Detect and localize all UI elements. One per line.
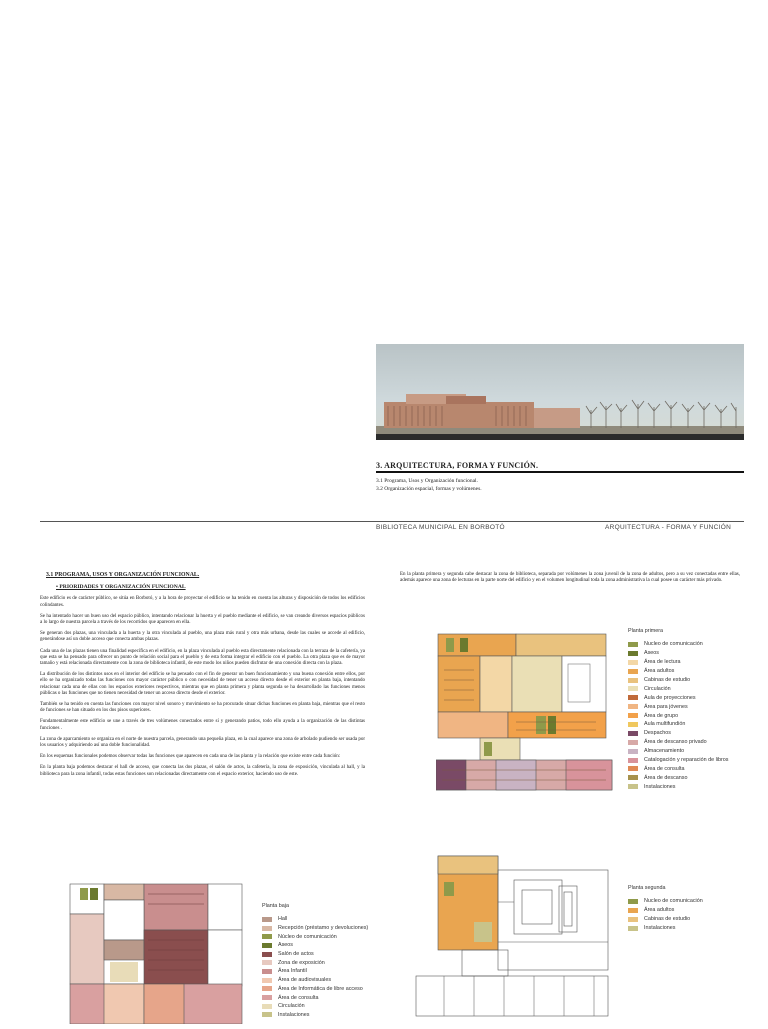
legend-swatch xyxy=(262,1012,272,1017)
paragraph: Se ha intentado hacer un buen uso del espacio público, intentando relacionar la huerta y el pueblo mediante el edificio, se van creando diversos espacios públicos a lo largo de nuestra parcela a través de los recorridos que aparecen en ella. xyxy=(40,613,365,626)
legend-planta-primera xyxy=(628,628,758,791)
legend-swatch xyxy=(262,969,272,974)
legend-label: Cabinas de estudio xyxy=(644,916,691,923)
legend-swatch xyxy=(628,731,638,736)
legend-item xyxy=(628,649,758,658)
subsection-heading: 3.1 PROGRAMA, USOS Y ORGANIZACIÓN FUNCIONAL. xyxy=(46,572,200,578)
legend-label: Área de descanso privado xyxy=(644,739,707,746)
legend-label: Cabinas de estudio xyxy=(644,677,691,683)
legend-item xyxy=(262,932,402,941)
legend-label: Catalogación y reparación de libros xyxy=(644,757,729,764)
toc-item: 3.2 Organización espacial, formas y volúmenes. xyxy=(376,486,482,492)
legend-item xyxy=(628,782,758,791)
legend-swatch xyxy=(628,695,638,700)
header-chapter-title: ARQUITECTURA - FORMA Y FUNCIÓN xyxy=(605,524,732,531)
legend-item xyxy=(628,640,758,649)
paragraph: Cada una de las plazas tienen una finalidad específica en el edificio, en la plaza vinculada al pueblo esta directamente relacionada con la terraza de la cafetería, ya que esta se ha pensado para ofrecer un punto de relación social para el pueblo y de esta forma integrar el edificio con el pueblo. La otra plaza que es de mayor tamaño y está relacionada directamente con la zona de biblioteca infantil, de este modo los niños pueden disfrutar de una conexión directa con la plaza. xyxy=(40,648,365,667)
legend-planta-segunda xyxy=(628,885,758,933)
legend-swatch xyxy=(628,917,638,922)
legend-swatch xyxy=(262,1004,272,1009)
legend-label: Aula multifundión xyxy=(644,721,686,728)
legend-label: Aseos xyxy=(644,650,659,657)
legend-item xyxy=(262,958,402,967)
legend-label: Área de descanso xyxy=(644,774,688,781)
legend-item xyxy=(628,738,758,747)
legend-item xyxy=(628,720,758,729)
legend-label: Circulación xyxy=(278,1003,305,1010)
legend-swatch xyxy=(262,926,272,931)
legend-swatch xyxy=(262,986,272,991)
legend-item xyxy=(262,1002,402,1011)
legend-label: Área adultos xyxy=(644,907,675,914)
legend-item xyxy=(628,773,758,782)
legend-swatch xyxy=(628,784,638,789)
legend-item xyxy=(628,711,758,720)
legend-item xyxy=(628,915,758,924)
right-text-paragraph: En la planta primera y segunda cabe destacar la zona de biblioteca, separada por volúmenes la zona juvenil de la zona de adultos, pero a su vez conectadas entre ellas, además aparece una zona de lecturas en la parte norte del edificio y en el volumen longitudinal toda la zona administrativa la cual posee un carácter más privado. xyxy=(400,572,740,584)
legend-item xyxy=(262,941,402,950)
legend-planta-baja xyxy=(262,903,402,1019)
legend-label: Nucleo de comunicación xyxy=(644,641,703,648)
legend-swatch xyxy=(628,740,638,745)
legend-item xyxy=(628,764,758,773)
legend-item xyxy=(262,1011,402,1020)
floor-plan-baja xyxy=(68,880,248,1029)
legend-title: Planta baja xyxy=(262,903,289,909)
legend-swatch xyxy=(262,917,272,922)
legend-label: Almacenamiento xyxy=(644,748,685,755)
legend-label: Área de Informática de libre acceso xyxy=(278,985,363,992)
legend-item xyxy=(262,985,402,994)
legend-item xyxy=(262,967,402,976)
legend-swatch xyxy=(262,952,272,957)
section-title: 3. ARQUITECTURA, FORMA Y FUNCIÓN. xyxy=(376,461,539,470)
legend-item xyxy=(628,729,758,738)
legend-item xyxy=(262,976,402,985)
legend-item xyxy=(628,897,758,906)
legend-swatch xyxy=(628,766,638,771)
legend-item xyxy=(628,924,758,933)
left-text-column xyxy=(40,572,365,783)
legend-label: Núcleo de comunicación xyxy=(278,933,337,940)
legend-swatch xyxy=(262,934,272,939)
legend-item xyxy=(262,993,402,1002)
section-rule xyxy=(376,471,744,473)
legend-item xyxy=(628,906,758,915)
legend-label: Instalaciones xyxy=(278,1011,310,1018)
legend-swatch xyxy=(628,704,638,709)
legend-swatch xyxy=(628,713,638,718)
legend-label: Área de audiovisuales xyxy=(278,977,332,984)
legend-label: Zona de exposición xyxy=(278,959,325,966)
legend-item xyxy=(628,756,758,765)
legend-swatch xyxy=(628,775,638,780)
header-project-title: BIBLIOTECA MUNICIPAL EN BORBOTÓ xyxy=(376,524,505,531)
legend-swatch xyxy=(628,660,638,665)
legend-label: Área adultos xyxy=(644,668,675,675)
legend-swatch xyxy=(262,960,272,965)
legend-item xyxy=(628,667,758,676)
paragraph: Este edificio es de carácter público, se sitúa en Borbotó, y a la hora de proyectar el edificio se ha tenido en cuenta las alturas y disposición de todos los edificios colindantes. xyxy=(40,596,365,608)
legend-swatch xyxy=(628,758,638,763)
toc-item: 3.1 Programa, Usos y Organización funcional. xyxy=(376,478,478,484)
paragraph: Se generan dos plazas, una vinculada a la huerta y la otra vinculada al pueblo, una plaza más rural y otra más urbana, desde las cuales se accede al edificio, generándose así un doble acceso que conecta ambas plazas. xyxy=(40,631,365,643)
legend-label: Área para jóvenes xyxy=(644,703,688,710)
legend-swatch xyxy=(628,651,638,656)
legend-item xyxy=(262,924,402,933)
legend-label: Salón de actos xyxy=(278,951,314,958)
legend-item xyxy=(628,702,758,711)
legend-item xyxy=(628,693,758,702)
paragraph: También se ha tenido en cuenta las funciones con mayor nivel sonoro y movimiento se ha procurado situar dichas funciones en planta baja, mientras que el resto de funciones se han situado en los dos pisos superiores. xyxy=(40,702,365,714)
legend-swatch xyxy=(628,669,638,674)
legend-label: Recepción (préstamo y devoluciones) xyxy=(278,925,369,932)
legend-swatch xyxy=(628,686,638,691)
legend-item xyxy=(262,950,402,959)
legend-swatch xyxy=(628,722,638,727)
legend-label: Área de grupo xyxy=(644,712,679,719)
legend-swatch xyxy=(262,943,272,948)
legend-label: Nucleo de comunicación xyxy=(644,898,703,905)
legend-label: Despachos xyxy=(644,730,671,737)
floor-plan-segunda xyxy=(414,852,614,1027)
legend-title: Planta primera xyxy=(628,628,664,634)
legend-item xyxy=(628,676,758,685)
legend-item xyxy=(628,658,758,667)
legend-label: Aseos xyxy=(278,942,293,949)
legend-label: Hall xyxy=(278,916,288,923)
legend-label: Área Infantil xyxy=(278,968,307,975)
legend-item xyxy=(262,915,402,924)
legend-swatch xyxy=(262,995,272,1000)
header-rule xyxy=(40,521,744,522)
legend-label: Área de lectura xyxy=(644,659,681,666)
subsection-subheading: • PRIORIDADES Y ORGANIZACIÓN FUNCIONAL xyxy=(56,584,186,591)
paragraph: La distribución de los distintos usos en el interior del edificio se ha pensado con el fin de generar un buen funcionamiento y una buena conexión entre ellos, por ello se ha organizado todas las funciones con mayor carácter público o con necesidad de tener un acceso directo desde el exterior en planta baja, intentando relacionar cada una de ellas con los espacios exteriores respectivos, mientras que en planta primera y planta segunda se ha desarrollado las funciones menos públicas o las funciones que no tienen necesidad de tener un acceso directo desde el exterior. xyxy=(40,672,365,696)
legend-swatch xyxy=(628,899,638,904)
legend-title: Planta segunda xyxy=(628,885,666,891)
legend-label: Área de consulta xyxy=(644,765,685,772)
legend-swatch xyxy=(628,926,638,931)
paragraph: Fundamentalmente este edificio se une a través de tres volúmenes conectados entre sí y generando patios, todo ello ayuda a la organización de las distintas funciones . xyxy=(40,719,365,731)
floor-plan-primera xyxy=(436,630,616,805)
legend-label: Área de consulta xyxy=(278,994,319,1001)
legend-swatch xyxy=(628,642,638,647)
legend-swatch xyxy=(628,678,638,683)
legend-swatch xyxy=(628,749,638,754)
legend-item xyxy=(628,684,758,693)
legend-swatch xyxy=(262,978,272,983)
legend-label: Instalaciones xyxy=(644,925,676,932)
legend-swatch xyxy=(628,908,638,913)
legend-label: Circulación xyxy=(644,685,671,692)
paragraph: En los esquemas funcionales podemos observar todas las funciones que aparecen en cada una de las planta y la relación que existe entre cada función: xyxy=(40,754,341,760)
paragraph: En la planta baja podemos destacar el hall de acceso, que conecta las dos plazas, el salón de actos, la cafetería, la zona de exposición, vinculada al hall, y la biblioteca para la zona infantil, todas estas funciones son relacionadas directamente con el espacio exterior, haciendo uso de este. xyxy=(40,765,365,777)
paragraph: La zona de aparcamiento se organiza en el norte de nuestra parcela, generando una pequeña plaza, en la cual aparece una zona de arbolado pudiendo ser usada por los usuarios y adquiriendo así una doble funcionalidad. xyxy=(40,736,365,749)
building-render-image xyxy=(376,344,744,440)
legend-label: Instalaciones xyxy=(644,783,676,790)
legend-label: Aula de proyecciones xyxy=(644,694,696,701)
legend-item xyxy=(628,747,758,756)
